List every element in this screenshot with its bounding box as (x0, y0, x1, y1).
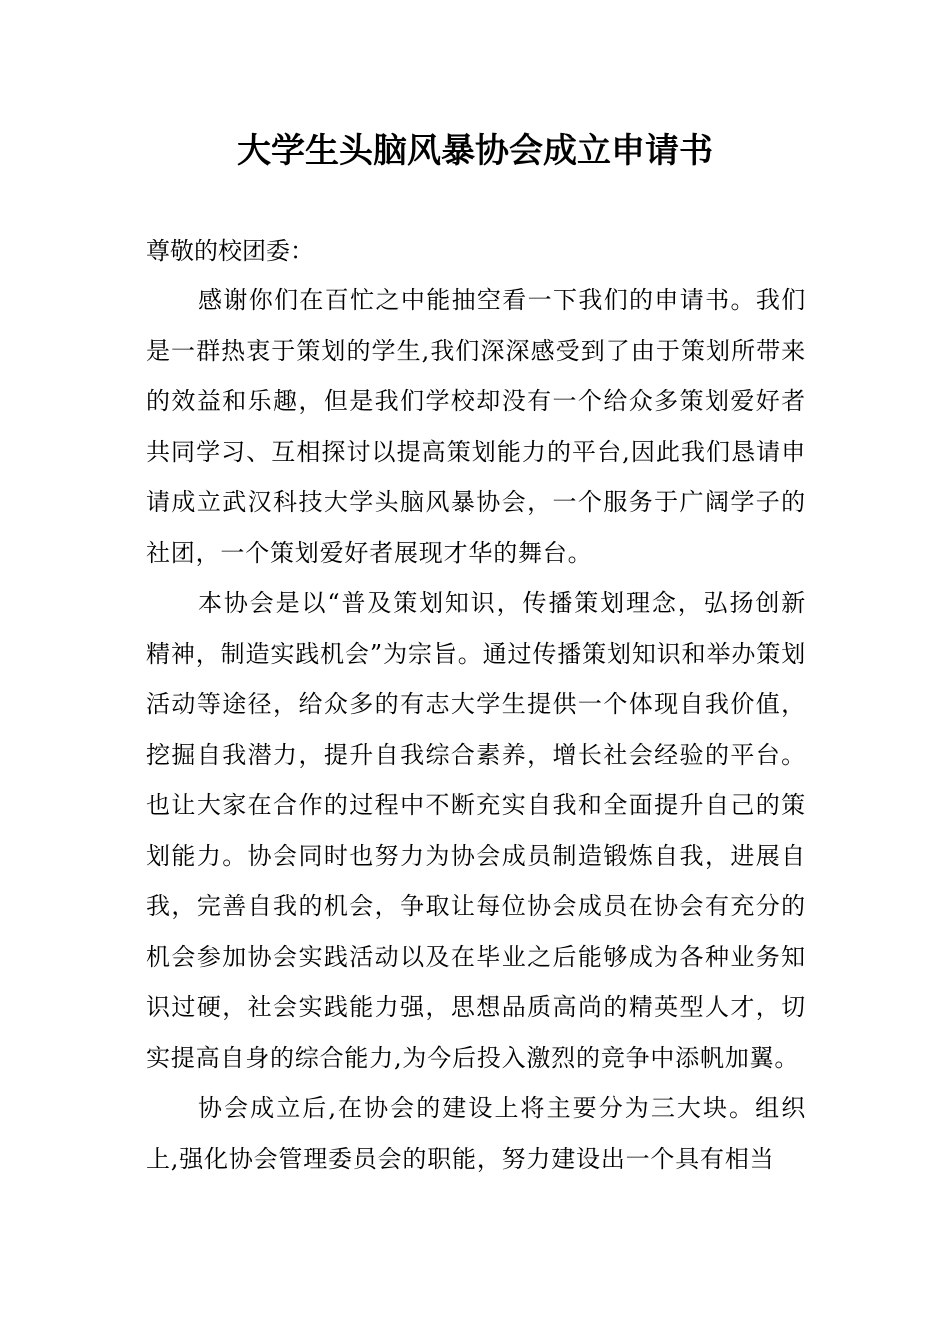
salutation: 尊敬的校团委： (146, 237, 314, 265)
paragraph: 感谢你们在百忙之中能抽空看一下我们的申请书。我们是一群热衷于策划的学生,我们深深感受到了由于策划所带来的效益和乐趣，但是我们学校却没有一个给众多策划爱好者共同学习、互相探讨以提高策划能力的平台,因此我们恳请申请成立武汉科技大学头脑风暴协会，一个服务于广阔学子的社团，一个策划爱好者展现才华的舞台。 (146, 286, 806, 567)
document-title: 大学生头脑风暴协会成立申请书 (237, 131, 713, 171)
paragraph: 本协会是以“普及策划知识，传播策划理念，弘扬创新精神，制造实践机会”为宗旨。通过传播策划知识和举办策划活动等途径，给众多的有志大学生提供一个体现自我价值，挖掘自我潜力，提升自我综合素养，增长社会经验的平台。也让大家在合作的过程中不断充实自我和全面提升自己的策划能力。协会同时也努力为协会成员制造锻炼自我，进展自我，完善自我的机会，争取让每位协会成员在协会有充分的机会参加协会实践活动以及在毕业之后能够成为各种业务知识过硬，社会实践能力强，思想品质高尚的精英型人才，切实提高自身的综合能力,为今后投入激烈的竞争中添帆加翼。 (146, 589, 806, 1072)
paragraph: 协会成立后,在协会的建设上将主要分为三大块。组织上,强化协会管理委员会的职能，努力建设出一个具有相当 (146, 1094, 806, 1173)
document-body (146, 275, 806, 1184)
